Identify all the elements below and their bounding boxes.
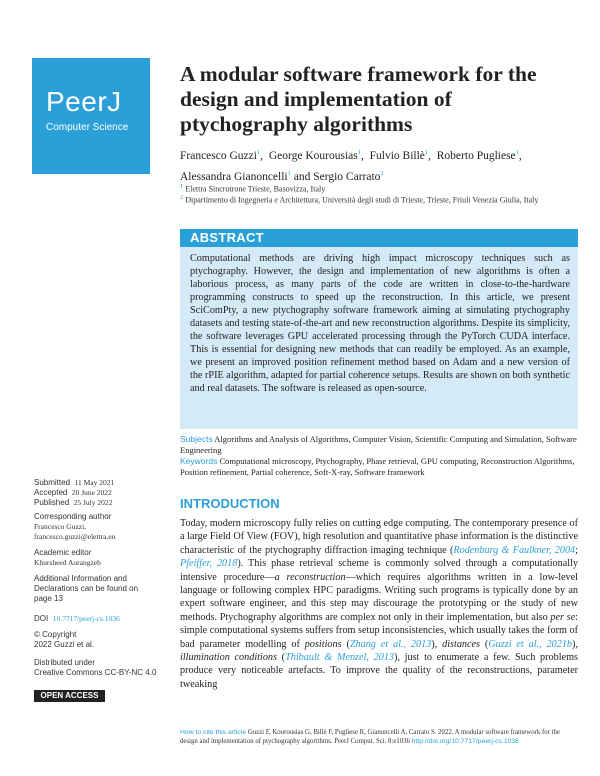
citation-footer	[180, 728, 578, 746]
affiliation-text: Dipartimento di Ingegneria e Architettura, Università degli studi di Trieste, Trieste, Friuli Venezia Giulia, Italy	[185, 195, 539, 205]
logo-brand: PeerJ	[46, 86, 122, 117]
article-title: A modular software framework for the design and implementation of ptychography algorithms	[180, 62, 537, 136]
cite-text: Guzzi F, Kourousias G, Billè F, Pugliese R, Gianoncelli A, Carrato S. 2022. A modular software framework for the design and implementation of ptychography algorithms. PeerJ Comput. Sci. 8:e1036	[180, 729, 560, 745]
license-text[interactable]: Creative Commons CC-BY-NC 4.0	[34, 668, 157, 677]
introduction-text: Today, modern microscopy fully relies on cutting edge computing. The contemporary presence of a large Field Of View (FOV), high resolution and quantitative phase information is the distinctive characteristic of the ptychography diffraction imaging technique (Rodenburg & Faulkner, 2004; Pfeiffer, 2018). This phase retrieval scheme is commonly solved through a computationally intensive procedure—a reconstruction—which requires algorithms written in a low-level language or following complex HPC paradigms. Writing such programs is typically done by an expert software engineer, and this step may discourage the prototyping or the study of new methods. Ptychography algorithms are complex not only in their implementation, but also per se: simple computational systems suffers from setup inconsistencies, which usually takes the form of bad parameter modelling of positions (Zhang et al., 2013), distances (Guzzi et al., 2021b), illumination conditions (Thibault & Menzel, 2013), just to enumerate a few. Such problems produce very noticeable artefacts. To improve the quality of the reconstructions, parameter tweaking	[180, 518, 578, 690]
author-affiliation-mark: 1	[357, 149, 361, 156]
sidebar-copyright	[34, 630, 174, 650]
submitted-label: Submitted	[34, 478, 71, 487]
abstract-heading: ABSTRACT	[190, 230, 264, 245]
citation-link[interactable]: Thibault & Menzel, 2013	[285, 652, 395, 664]
citation-link[interactable]: Zhang et al., 2013	[349, 638, 432, 650]
keywords-line	[180, 456, 578, 478]
cite-doi-link[interactable]: http://doi.org/10.7717/peerj-cs.1036	[411, 738, 519, 745]
sidebar-license	[34, 658, 174, 678]
citation-link[interactable]: Pfeiffer, 2018	[180, 558, 238, 570]
distributed-label: Distributed under	[34, 658, 95, 667]
abstract-text: Computational methods are driving high impact microscopy techniques such as ptychography. However, the design and implementation of new algorithms is often a laborious process, as many parts of the code are written in close-to-the-hardware programming constructs to speed up the reconstruction. In this article, we present SciComPty, a new ptychography software framework aiming at simulating ptychography datasets and testing state-of-the-art and new reconstruction algorithms. Despite its simplicity, the software leverages GPU accelerated processing through the PyTorch CUDA interface. This is essential for designing new methods that can readily be employed. As an example, we present an improved position refinement method based on Adam and a new version of the rPIE algorithm, adapted for partial coherence setups. Results are shown on both synthetic and real datasets. The software is released as open-source.	[190, 253, 570, 394]
submitted-date: 11 May 2021	[74, 478, 115, 487]
author-affiliation-mark: 1	[424, 149, 429, 156]
doi-label: DOI	[34, 614, 49, 623]
editor-label: Academic editor	[34, 548, 92, 557]
introduction-heading: INTRODUCTION	[180, 496, 280, 511]
author-affiliation-mark: 1	[256, 149, 261, 156]
sidebar-editor	[34, 548, 174, 568]
author-affiliation-mark: 1	[287, 169, 291, 177]
keywords-text: Computational microscopy, Ptychography, Phase retrieval, GPU computing, Reconstruction Algorithms, Position refinement, Partial coherence, Soft-X-ray, Software framework	[180, 456, 575, 477]
open-access-badge: OPEN ACCESS	[34, 690, 105, 702]
accepted-label: Accepted	[34, 488, 68, 497]
author-name: Alessandra Gianoncelli	[180, 170, 288, 183]
affiliation	[180, 193, 580, 206]
copyright-icon: ©	[34, 630, 40, 639]
corresponding-label: Corresponding author	[34, 512, 112, 521]
sidebar-corresponding	[34, 512, 174, 542]
author-name: Fulvio Billè	[369, 149, 425, 162]
copyright-label: Copyright	[42, 630, 77, 639]
accepted-date: 20 June 2022	[71, 488, 112, 497]
author-name: Francesco Guzzi	[180, 149, 257, 162]
keywords-label: Keywords	[180, 456, 218, 466]
corresponding-email[interactable]: francesco.guzzi@elettra.eu	[34, 532, 116, 541]
affiliation-text: Elettra Sincrotrone Trieste, Basovizza, Italy	[185, 184, 326, 194]
subjects-text: Algorithms and Analysis of Algorithms, Computer Vision, Scientific Computing and Simulation, Software Engineering	[180, 434, 577, 455]
editor-name: Khursheed Aurangzeb	[34, 558, 101, 567]
sidebar-doi	[34, 614, 174, 624]
cite-label: How to cite this article	[180, 729, 247, 736]
published-label: Published	[34, 498, 70, 507]
author-name: Sergio Carrato	[313, 170, 381, 183]
citation-link[interactable]: Rodenburg & Faulkner, 2004	[453, 544, 576, 556]
author-affiliation-mark: 1	[515, 149, 519, 156]
subjects-keywords	[180, 434, 578, 478]
published-date: 25 July 2022	[73, 498, 113, 507]
author-name: Roberto Pugliese	[436, 149, 516, 162]
author-list: Francesco Guzzi$^1$, George Kourousias$^1$, Fulvio Billè$^1$, Roberto Pugliese$^1$, Alessandra Gianoncelli$^1$ and Sergio Carrato$^2$	[180, 149, 522, 183]
subjects-label: Subjects	[180, 434, 213, 444]
sidebar-additional-info: Additional Information and Declarations can be found on page 13	[34, 574, 139, 603]
citation-link[interactable]: Guzzi et al., 2021b	[488, 638, 573, 650]
logo-subtitle: Computer Science	[46, 122, 129, 133]
corresponding-name: Francesco Guzzi,	[34, 522, 87, 531]
affiliation-number: 1	[180, 183, 184, 190]
peerj-logo	[32, 58, 150, 174]
author-name: George Kourousias	[268, 149, 358, 162]
copyright-line: 2022 Guzzi et al.	[34, 640, 95, 649]
doi-link[interactable]: 10.7717/peerj-cs.1036	[52, 614, 120, 623]
affiliation-number: 2	[180, 194, 184, 201]
subjects-line	[180, 434, 578, 456]
abstract-header	[180, 229, 578, 247]
author-affiliation-mark: 2	[380, 169, 384, 177]
sidebar-dates	[34, 478, 174, 508]
